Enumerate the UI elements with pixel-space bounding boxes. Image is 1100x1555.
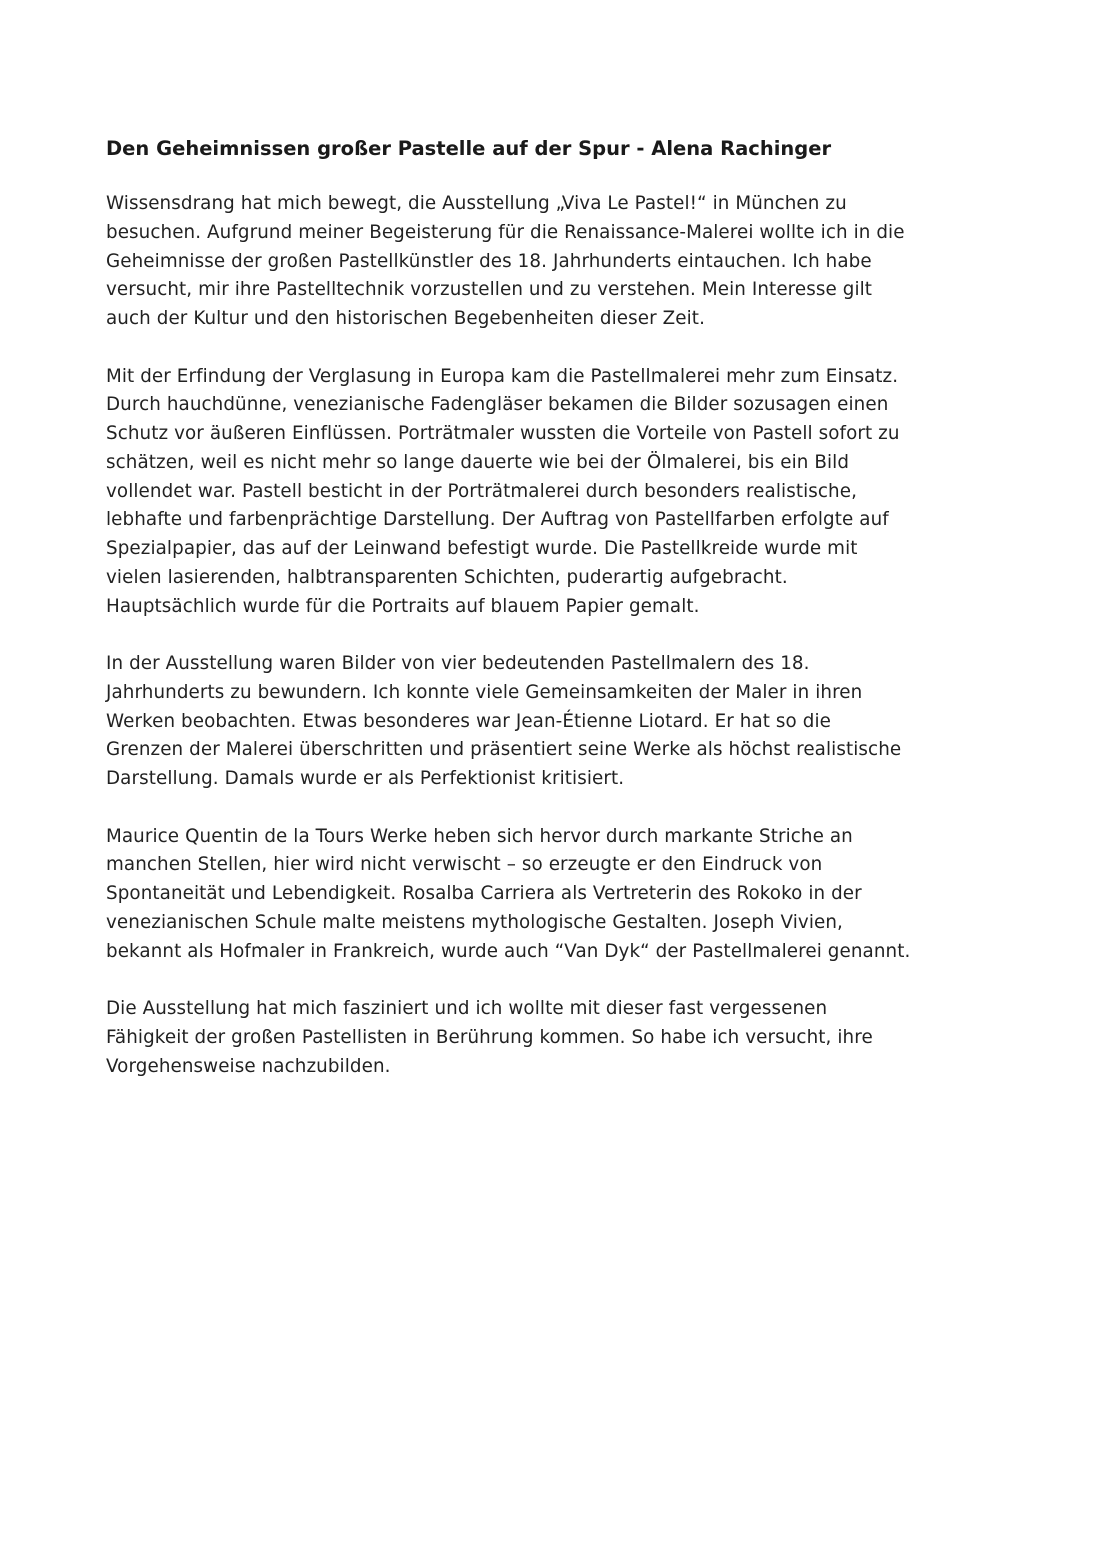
text-line: vielen lasierenden, halbtransparenten Schichten, puderartig aufgebracht. xyxy=(106,566,788,588)
text-line: besuchen. Aufgrund meiner Begeisterung für die Renaissance-Malerei wollte ich in die xyxy=(106,221,905,243)
text-line: schätzen, weil es nicht mehr so lange dauerte wie bei der Ölmalerei, bis ein Bild xyxy=(106,451,850,473)
text-line: Schutz vor äußeren Einflüssen. Porträtmaler wussten die Vorteile von Pastell sofort zu xyxy=(106,423,900,444)
text-line: Fähigkeit der großen Pastellisten in Berührung kommen. So habe ich versucht, ihre xyxy=(106,1026,873,1048)
text-line: vollendet war. Pastell besticht in der Porträtmalerei durch besonders realistische, xyxy=(106,480,857,502)
text-line: Mit der Erfindung der Verglasung in Europa kam die Pastellmalerei mehr zum Einsatz. xyxy=(106,365,899,387)
paragraph-3 xyxy=(106,650,1006,794)
paragraph-2 xyxy=(106,363,1006,622)
paragraph-5 xyxy=(106,995,1006,1081)
text-line: Wissensdrang hat mich bewegt, die Ausstellung „Viva Le Pastel!“ in München zu xyxy=(106,193,847,214)
text-line: bekannt als Hofmaler in Frankreich, wurde auch “Van Dyk“ der Pastellmalerei genannt. xyxy=(106,940,911,962)
text-line: auch der Kultur und den historischen Begebenheiten dieser Zeit. xyxy=(106,308,705,329)
text-line: In der Ausstellung waren Bilder von vier bedeutenden Pastellmalern des 18. xyxy=(106,653,810,674)
text-line: Die Ausstellung hat mich fasziniert und ich wollte mit dieser fast vergessenen xyxy=(106,998,828,1019)
paragraph-list xyxy=(106,190,1006,1081)
text-line: manchen Stellen, hier wird nicht verwischt – so erzeugte er den Eindruck von xyxy=(106,854,823,876)
document-title: Den Geheimnissen großer Pastelle auf der Spur - Alena Rachinger xyxy=(106,137,832,160)
text-line: lebhafte und farbenprächtige Darstellung. Der Auftrag von Pastellfarben erfolgte auf xyxy=(106,509,889,531)
text-line: Vorgehensweise nachzubilden. xyxy=(106,1055,391,1077)
text-line: versucht, mir ihre Pastelltechnik vorzustellen und zu verstehen. Mein Interesse gilt xyxy=(106,279,873,301)
text-line: Jahrhunderts zu bewundern. Ich konnte viele Gemeinsamkeiten der Maler in ihren xyxy=(106,681,863,703)
document-body xyxy=(106,134,1006,1110)
text-line: Durch hauchdünne, venezianische Fadengläser bekamen die Bilder sozusagen einen xyxy=(106,394,889,416)
text-line: Hauptsächlich wurde für die Portraits auf blauem Papier gemalt. xyxy=(106,595,700,617)
text-line: Spontaneität und Lebendigkeit. Rosalba Carriera als Vertreterin des Rokoko in der xyxy=(106,883,862,904)
text-line: Spezialpapier, das auf der Leinwand befestigt wurde. Die Pastellkreide wurde mit xyxy=(106,538,858,559)
text-line: Grenzen der Malerei überschritten und präsentiert seine Werke als höchst realistische xyxy=(106,739,902,761)
text-line: venezianischen Schule malte meistens mythologische Gestalten. Joseph Vivien, xyxy=(106,911,843,933)
text-line: Werken beobachten. Etwas besonderes war Jean-Étienne Liotard. Er hat so die xyxy=(106,710,831,732)
text-line: Geheimnisse der großen Pastellkünstler des 18. Jahrhunderts eintauchen. Ich habe xyxy=(106,250,872,272)
text-line: Darstellung. Damals wurde er als Perfektionist kritisiert. xyxy=(106,768,625,789)
paragraph-1 xyxy=(106,190,1006,334)
text-line: Maurice Quentin de la Tours Werke heben sich hervor durch markante Striche an xyxy=(106,825,853,847)
paragraph-4 xyxy=(106,823,1006,967)
